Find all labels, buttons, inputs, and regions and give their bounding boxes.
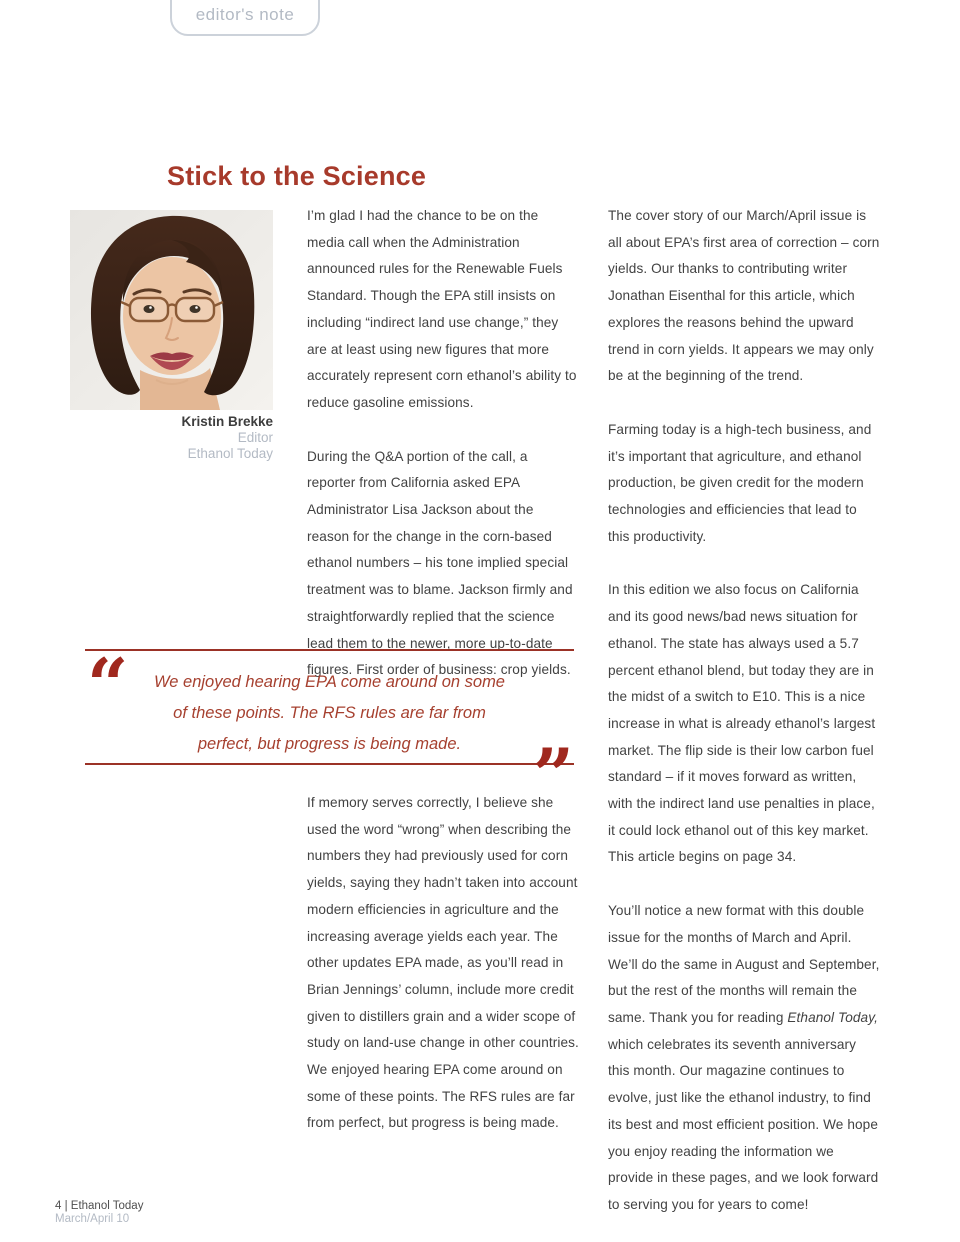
pull-quote: “ We enjoyed hearing EPA come around on some of these points. The RFS rules are far from perfect, but progress is being made. ” bbox=[87, 642, 574, 817]
pull-quote-line: perfect, but progress is being made. bbox=[197, 735, 462, 753]
pull-quote-line: of these points. The RFS rules are far from bbox=[173, 704, 486, 722]
magazine-name-italic: Ethanol Today, bbox=[787, 1009, 878, 1025]
paragraph-text: You’ll notice a new format with this double issue for the months of March and April. We’ll do the same in August and September, but the rest of the months will remain the same. Thank you for reading bbox=[608, 903, 880, 1025]
editor-portrait-illustration bbox=[70, 210, 273, 410]
editor-organization: Ethanol Today bbox=[187, 446, 273, 461]
pull-quote-text bbox=[150, 667, 510, 760]
body-paragraph: During the Q&A portion of the call, a reporter from California asked EPA Administrator Lisa Jackson about the reason for the change in the corn-based ethanol numbers – his tone implied special treatment was to blame. Jackson firmly and straightforwardly replied that the science lead them to the newer, more up-to-date figures. First order of business: crop yields. bbox=[307, 448, 573, 678]
paragraph-text: which celebrates its seventh anniversary this month. Our magazine continues to evolve, just like the ethanol industry, to find its best and most efficient position. We hope you enjoy reading the information we provide in these pages, and we look forward to serving you for years to come! bbox=[608, 1036, 879, 1212]
pull-quote-line: We enjoyed hearing EPA come around on some bbox=[154, 673, 505, 691]
page-footer bbox=[55, 1200, 143, 1226]
footer-issue-date: March/April 10 bbox=[55, 1213, 130, 1225]
column2 bbox=[608, 203, 881, 1242]
editor-name: Kristin Brekke bbox=[181, 414, 273, 429]
footer-page-number: 4 | Ethanol Today bbox=[55, 1200, 144, 1212]
body-paragraph: If memory serves correctly, I believe she used the word “wrong” when describing the numbers they had previously used for corn yields, saying they hadn’t taken into account modern efficiencies in agriculture and the increasing average yields each year. The other updates EPA made, as you’ll read in Brian Jennings’ column, include more credit given to distillers grain and a wider scope of study on land-use change in other countries. We enjoyed hearing EPA come around on some of these points. The RFS rules are far from perfect, but progress is being made. bbox=[307, 795, 579, 1131]
editors-note-badge bbox=[170, 0, 320, 36]
photo-caption bbox=[40, 414, 273, 462]
body-paragraph: I’m glad I had the chance to be on the media call when the Administration announced rules for the Renewable Fuels Standard. Though the EPA still insists on including “indirect land use change,” they are at least using new figures that more accurately represent corn ethanol’s ability to reduce gasoline emissions. bbox=[307, 208, 577, 410]
editor-photo bbox=[70, 210, 273, 410]
editors-note-label: editor's note bbox=[195, 5, 295, 24]
column1-bottom bbox=[307, 790, 580, 1164]
body-paragraph: The cover story of our March/April issue is all about EPA’s first area of correction – corn yields. Our thanks to contributing writer Jonathan Eisenthal for this article, which explores the reasons behind the upward trend in corn yields. It appears we may only be at the beginning of the trend. bbox=[608, 208, 880, 384]
body-paragraph bbox=[608, 898, 881, 1218]
editor-role: Editor bbox=[237, 430, 273, 445]
body-paragraph: Farming today is a high-tech business, and it’s important that agriculture, and ethanol production, be given credit for the modern technologies and efficiencies that lead to this productivity. bbox=[608, 421, 872, 544]
body-paragraph: In this edition we also focus on California and its good news/bad news situation for ethanol. The state has always used a 5.7 percent ethanol blend, but today they are in the midst of a switch to E10. This is a nice increase in what is already ethanol’s largest market. The flip side is their low carbon fuel standard – if it moves forward as written, with the indirect land use penalties in place, it could lock ethanol out of this key market. This article begins on page 34. bbox=[608, 582, 876, 865]
page-title: Stick to the Science bbox=[167, 161, 427, 191]
column1-top bbox=[307, 203, 577, 711]
